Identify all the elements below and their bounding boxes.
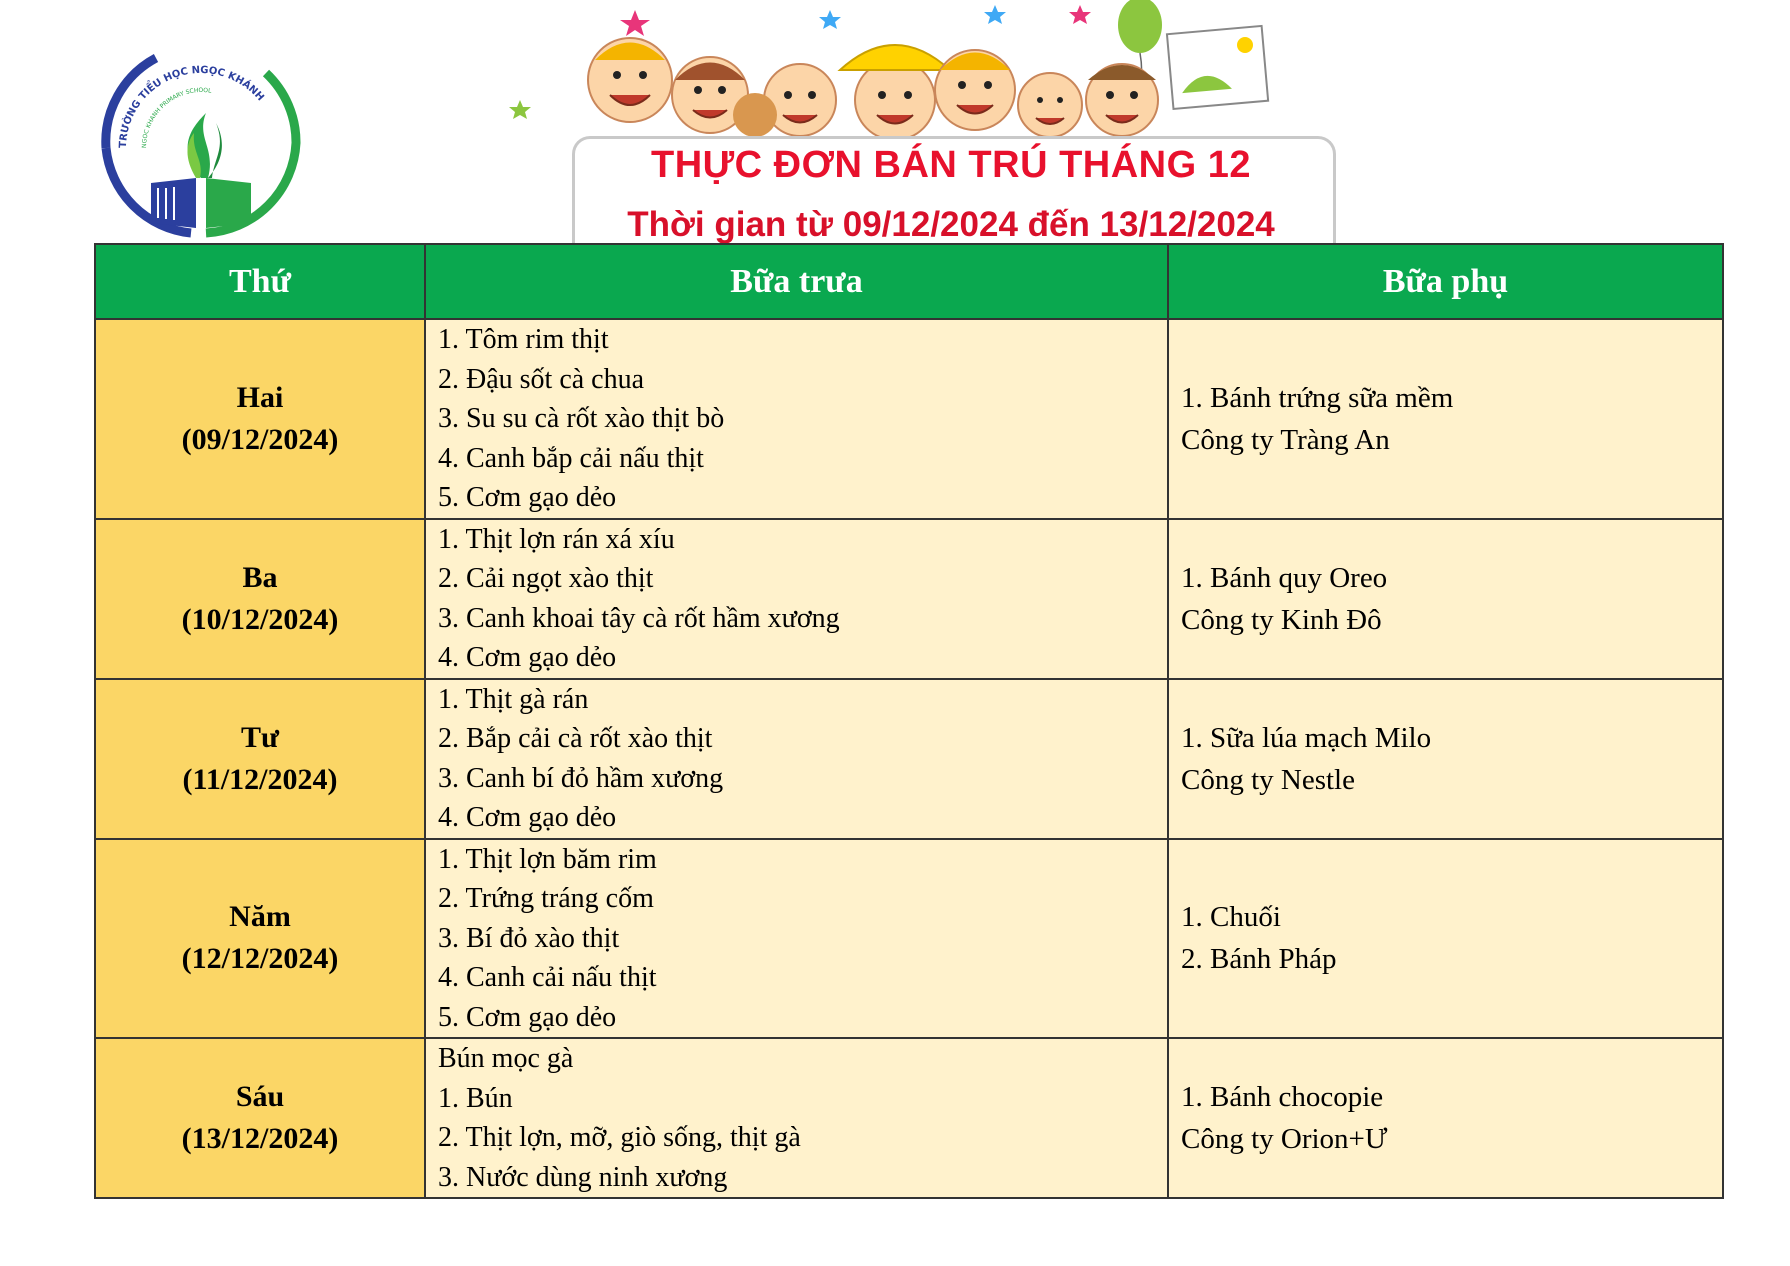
day-cell [95, 519, 425, 679]
day-cell [95, 679, 425, 839]
lunch-cell [425, 1038, 1168, 1198]
lunch-item: 3. Bí đỏ xào thịt [438, 922, 620, 954]
snack-cell [1168, 1038, 1723, 1198]
lunch-item: Bún mọc gà [438, 1043, 574, 1074]
day-date: (13/12/2024) [181, 1122, 339, 1155]
lunch-item: 4. Canh bắp cải nấu thịt [438, 442, 704, 474]
table-row [95, 319, 1723, 519]
lunch-item: 2. Thịt lợn, mỡ, giò sống, thịt gà [438, 1122, 801, 1153]
lunch-item: 1. Thịt gà rán [438, 683, 589, 715]
table-row [95, 839, 1723, 1039]
lunch-item: 2. Đậu sốt cà chua [438, 363, 645, 395]
lunch-item: 2. Cải ngọt xào thịt [438, 563, 654, 594]
page-subtitle: Thời gian từ 09/12/2024 đến 13/12/2024 [627, 205, 1275, 244]
lunch-cell [425, 679, 1168, 839]
day-date: (12/12/2024) [181, 942, 339, 976]
snack-item: Công ty Kinh Đô [1181, 603, 1382, 636]
lunch-cell [425, 519, 1168, 679]
day-date: (09/12/2024) [181, 422, 339, 456]
snack-item: 1. Bánh chocopie [1181, 1081, 1384, 1113]
day-cell [95, 839, 425, 1039]
day-name: Năm [229, 900, 291, 934]
header-lunch: Bữa trưa [425, 244, 1168, 319]
table-row [95, 1038, 1723, 1198]
snack-item: 1. Bánh quy Oreo [1181, 561, 1388, 594]
day-cell [95, 1038, 425, 1198]
day-cell [95, 319, 425, 519]
day-name: Ba [242, 560, 278, 594]
lunch-item: 2. Trứng tráng cốm [438, 883, 654, 914]
lunch-item: 3. Nước dùng ninh xương [438, 1161, 728, 1193]
lunch-item: 3. Canh khoai tây cà rốt hầm xương [438, 602, 840, 634]
snack-item: 1. Chuối [1181, 901, 1281, 934]
snack-cell [1168, 839, 1723, 1039]
lunch-item: 4. Cơm gạo dẻo [438, 642, 617, 673]
lunch-item: 1. Tôm rim thịt [438, 324, 609, 355]
snack-item: 2. Bánh Pháp [1181, 943, 1337, 976]
table-row [95, 679, 1723, 839]
lunch-item: 1. Thịt lợn băm rim [438, 843, 657, 875]
lunch-cell [425, 319, 1168, 519]
day-name: Tư [240, 720, 279, 754]
lunch-item: 4. Cơm gạo dẻo [438, 802, 617, 833]
day-name: Sáu [235, 1080, 285, 1113]
lunch-item: 4. Canh cải nấu thịt [438, 962, 657, 993]
logo-ring-text: TRƯỜNG TIỂU HỌC NGỌC KHÁNH [117, 64, 266, 149]
lunch-item: 1. Thịt lợn rán xá xíu [438, 523, 675, 555]
snack-item: 1. Sữa lúa mạch Milo [1181, 721, 1432, 754]
lunch-cell [425, 839, 1168, 1039]
snack-cell [1168, 319, 1723, 519]
lunch-item: 1. Bún [438, 1082, 513, 1114]
menu-table [94, 243, 1724, 1199]
table-row [95, 519, 1723, 679]
snack-cell [1168, 679, 1723, 839]
snack-item: 1. Bánh trứng sữa mềm [1181, 381, 1454, 414]
school-logo [96, 28, 306, 238]
lunch-item: 5. Cơm gạo dẻo [438, 482, 617, 513]
lunch-item: 3. Su su cà rốt xào thịt bò [438, 403, 725, 434]
lunch-item: 2. Bắp cải cà rốt xào thịt [438, 723, 713, 754]
snack-item: Công ty Orion+Ư [1181, 1123, 1388, 1155]
day-date: (11/12/2024) [182, 762, 338, 796]
page-title: THỰC ĐƠN BÁN TRÚ THÁNG 12 [651, 144, 1251, 186]
day-date: (10/12/2024) [181, 602, 339, 636]
lunch-item: 3. Canh bí đỏ hầm xương [438, 762, 724, 794]
header-day: Thứ [95, 244, 425, 319]
lunch-item: 5. Cơm gạo dẻo [438, 1001, 617, 1033]
day-name: Hai [236, 380, 284, 414]
logo-ring-subtext: NGOC KHANH PRIMARY SCHOOL [140, 86, 212, 149]
snack-cell [1168, 519, 1723, 679]
snack-item: Công ty Tràng An [1181, 423, 1390, 456]
snack-item: Công ty Nestle [1181, 763, 1355, 796]
header-snack: Bữa phụ [1168, 244, 1723, 319]
table-header-row [95, 244, 1723, 319]
